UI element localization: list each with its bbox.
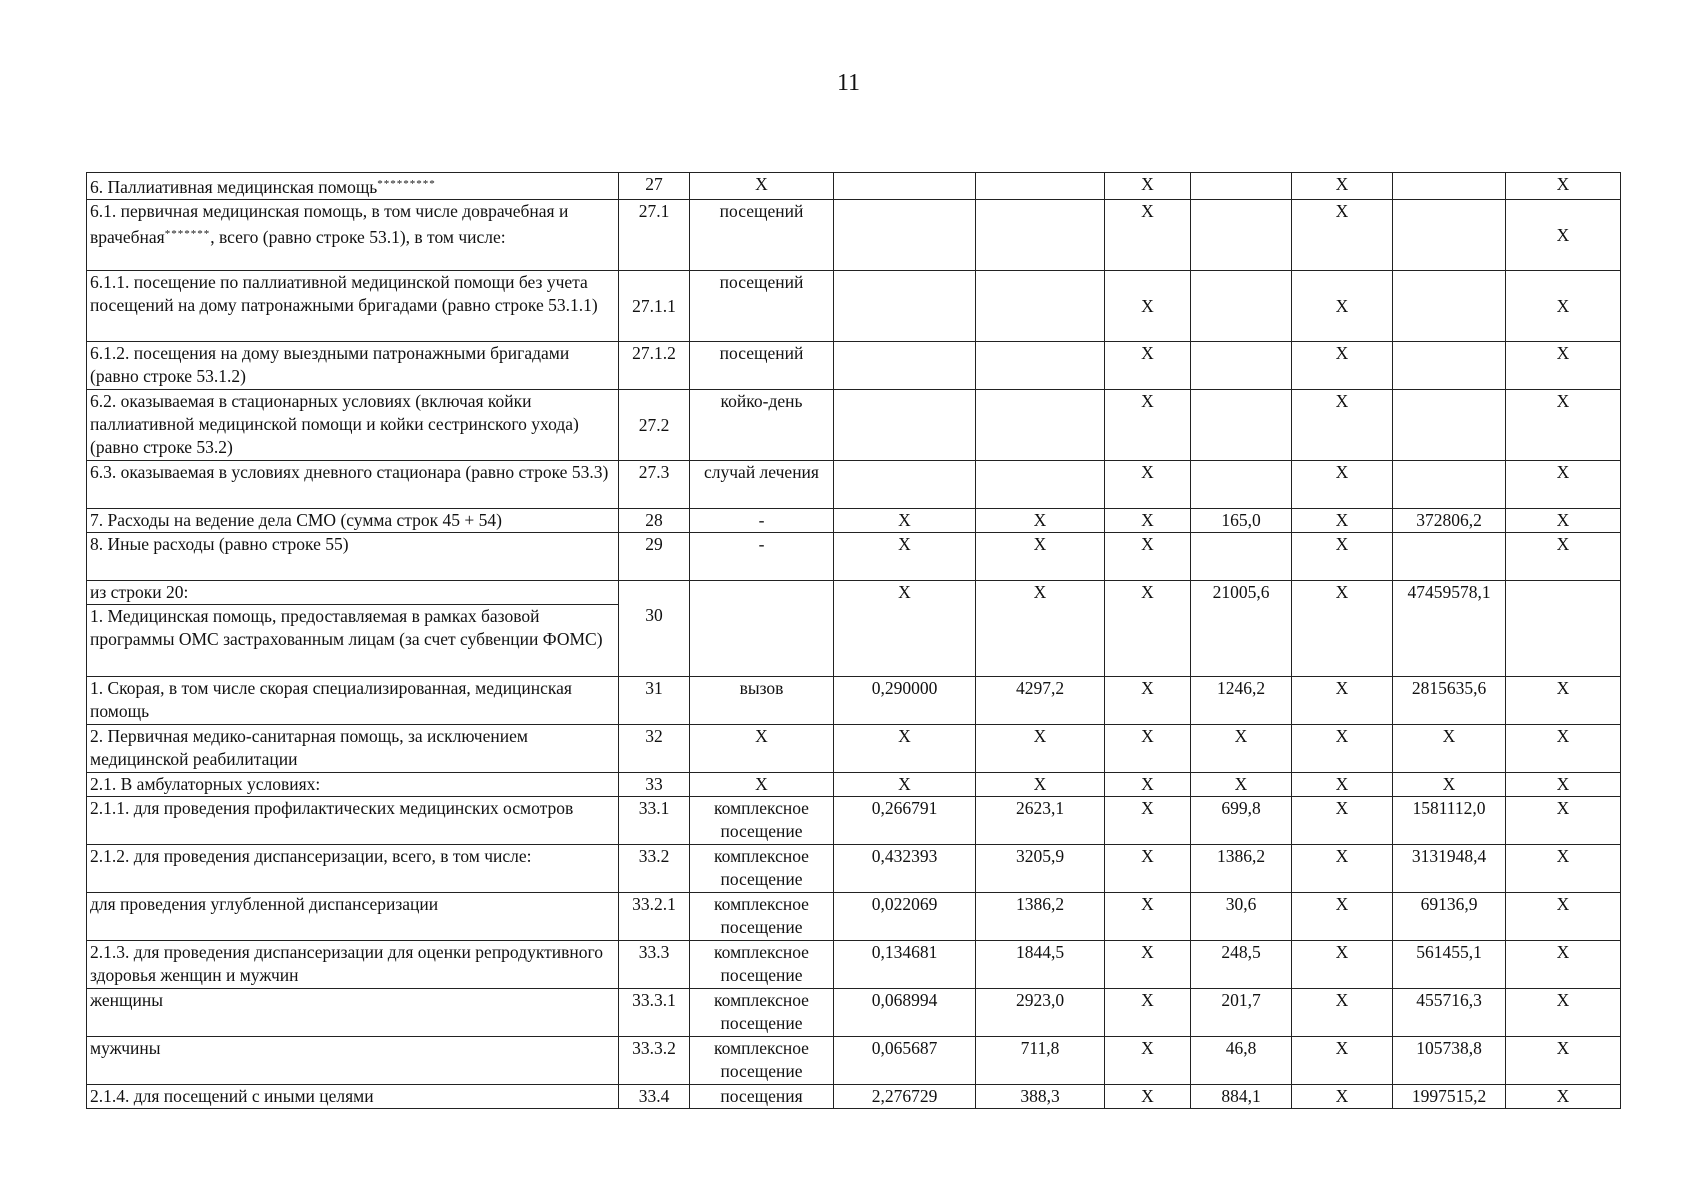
cell-c9: X — [1506, 533, 1621, 581]
cell-c3 — [834, 173, 976, 200]
cell-c9: X — [1506, 677, 1621, 725]
cell-c6: X — [1191, 725, 1292, 773]
table-row — [87, 773, 1621, 797]
cell-c9: X — [1506, 797, 1621, 845]
table-row — [87, 173, 1621, 200]
table-row — [87, 271, 1621, 342]
table-row — [87, 845, 1621, 893]
cell-c6 — [1191, 200, 1292, 271]
cell-c6 — [1191, 461, 1292, 509]
row-name: 6.1.1. посещение по паллиативной медицинской помощи без учета посещений на дому патронажными бригадами (равно строке 53.1.1) — [87, 271, 619, 342]
cell-c8: 1997515,2 — [1393, 1085, 1506, 1109]
cell-c8: X — [1393, 725, 1506, 773]
cell-c9: X — [1506, 509, 1621, 533]
cell-c6 — [1191, 533, 1292, 581]
row-name: 8. Иные расходы (равно строке 55) — [87, 533, 619, 581]
cell-c5: X — [1105, 342, 1191, 390]
row-name: 2.1.1. для проведения профилактических медицинских осмотров — [87, 797, 619, 845]
cell-c6: 1246,2 — [1191, 677, 1292, 725]
cell-c4 — [976, 271, 1105, 342]
cell-c8: 1581112,0 — [1393, 797, 1506, 845]
cell-c6: 30,6 — [1191, 893, 1292, 941]
cell-c8: 455716,3 — [1393, 989, 1506, 1037]
cell-c9: X — [1506, 1037, 1621, 1085]
table-row — [87, 390, 1621, 461]
cell-c3 — [834, 271, 976, 342]
row-code: 30 — [619, 581, 690, 677]
table-row — [87, 893, 1621, 941]
cell-c3: X — [834, 725, 976, 773]
cell-c3: 0,266791 — [834, 797, 976, 845]
cell-c7: X — [1292, 533, 1393, 581]
row-unit: X — [690, 725, 834, 773]
cell-c7: X — [1292, 989, 1393, 1037]
row-code: 27 — [619, 173, 690, 200]
row-code: 27.3 — [619, 461, 690, 509]
cell-c4 — [976, 173, 1105, 200]
cell-c7: X — [1292, 271, 1393, 342]
cell-c4: 2623,1 — [976, 797, 1105, 845]
row-code: 33.3.2 — [619, 1037, 690, 1085]
cell-c5: X — [1105, 271, 1191, 342]
cell-c6 — [1191, 271, 1292, 342]
cell-c5: X — [1105, 725, 1191, 773]
table-row — [87, 797, 1621, 845]
row-code: 31 — [619, 677, 690, 725]
table-row — [87, 677, 1621, 725]
row-name: 1. Скорая, в том числе скорая специализированная, медицинская помощь — [87, 677, 619, 725]
cell-c7: X — [1292, 845, 1393, 893]
cell-c9: X — [1506, 725, 1621, 773]
cell-c7: X — [1292, 342, 1393, 390]
cell-c9: X — [1506, 200, 1621, 271]
cell-c5: X — [1105, 461, 1191, 509]
row-code: 27.1.2 — [619, 342, 690, 390]
row-unit: посещений — [690, 200, 834, 271]
table-row — [87, 941, 1621, 989]
cell-c9: X — [1506, 461, 1621, 509]
cell-c3 — [834, 342, 976, 390]
row-name: 6.2. оказываемая в стационарных условиях (включая койки паллиативной медицинской помощи и койки сестринского ухода) (равно строке 53.2) — [87, 390, 619, 461]
row-code: 27.1.1 — [619, 271, 690, 342]
cell-c5: X — [1105, 533, 1191, 581]
cell-c4 — [976, 200, 1105, 271]
cell-c8 — [1393, 342, 1506, 390]
row-name-main: 1. Медицинская помощь, предоставляемая в рамках базовой программы ОМС застрахованным лицам (за счет субвенции ФОМС) — [90, 606, 603, 649]
table-row — [87, 1085, 1621, 1109]
row-unit: посещений — [690, 342, 834, 390]
row-name: 2.1. В амбулаторных условиях: — [87, 773, 619, 797]
cell-c8 — [1393, 390, 1506, 461]
cell-c4: X — [976, 533, 1105, 581]
cell-c3: X — [834, 509, 976, 533]
row-name: мужчины — [87, 1037, 619, 1085]
cell-c9: X — [1506, 941, 1621, 989]
cell-c3: X — [834, 773, 976, 797]
row-unit: комплексное посещение — [690, 1037, 834, 1085]
cell-c9: X — [1506, 1085, 1621, 1109]
row-code: 32 — [619, 725, 690, 773]
row-code: 33.4 — [619, 1085, 690, 1109]
cell-c5: X — [1105, 173, 1191, 200]
cell-c5: X — [1105, 989, 1191, 1037]
row-unit — [690, 581, 834, 677]
cell-c3: X — [834, 581, 976, 677]
cell-c7: X — [1292, 893, 1393, 941]
cell-c8: 2815635,6 — [1393, 677, 1506, 725]
page-number: 11 — [836, 70, 861, 96]
row-code: 33.2 — [619, 845, 690, 893]
row-unit: вызов — [690, 677, 834, 725]
row-code: 33.3 — [619, 941, 690, 989]
cell-c6 — [1191, 173, 1292, 200]
cell-c8 — [1393, 461, 1506, 509]
row-name-prefix: из строки 20: — [87, 581, 618, 605]
cell-c9: X — [1506, 390, 1621, 461]
footnote-mark: ******* — [164, 228, 211, 240]
table-row — [87, 461, 1621, 509]
row-unit: - — [690, 533, 834, 581]
row-code: 33.3.1 — [619, 989, 690, 1037]
cell-c8 — [1393, 200, 1506, 271]
cell-c3 — [834, 461, 976, 509]
cell-c5: X — [1105, 677, 1191, 725]
cell-c7: X — [1292, 677, 1393, 725]
cell-c8: 561455,1 — [1393, 941, 1506, 989]
cell-c7: X — [1292, 461, 1393, 509]
table-row — [87, 342, 1621, 390]
row-code: 27.2 — [619, 390, 690, 461]
cell-c8: 69136,9 — [1393, 893, 1506, 941]
cell-c5: X — [1105, 390, 1191, 461]
cell-c5: X — [1105, 773, 1191, 797]
row-name — [87, 581, 619, 677]
cell-c8: 47459578,1 — [1393, 581, 1506, 677]
cell-c5: X — [1105, 509, 1191, 533]
cell-c9: X — [1506, 173, 1621, 200]
cell-c4: X — [976, 509, 1105, 533]
cell-c9: X — [1506, 845, 1621, 893]
table-row — [87, 1037, 1621, 1085]
row-code: 33.2.1 — [619, 893, 690, 941]
row-code: 33 — [619, 773, 690, 797]
cell-c9: X — [1506, 773, 1621, 797]
cell-c7: X — [1292, 390, 1393, 461]
cell-c9: X — [1506, 893, 1621, 941]
cell-c5: X — [1105, 845, 1191, 893]
cell-c7: X — [1292, 725, 1393, 773]
cell-c9: X — [1506, 989, 1621, 1037]
row-name: 6.3. оказываемая в условиях дневного стационара (равно строке 53.3) — [87, 461, 619, 509]
cell-c6: 201,7 — [1191, 989, 1292, 1037]
cell-c3 — [834, 390, 976, 461]
cell-c4 — [976, 461, 1105, 509]
cell-c6: 248,5 — [1191, 941, 1292, 989]
table-row — [87, 200, 1621, 271]
cell-c4: 711,8 — [976, 1037, 1105, 1085]
row-unit: - — [690, 509, 834, 533]
cell-c3: 0,134681 — [834, 941, 976, 989]
row-name: 2.1.4. для посещений с иными целями — [87, 1085, 619, 1109]
cell-c7: X — [1292, 581, 1393, 677]
cell-c7: X — [1292, 509, 1393, 533]
cell-c8: 105738,8 — [1393, 1037, 1506, 1085]
cell-c4: 1386,2 — [976, 893, 1105, 941]
cell-c6: X — [1191, 773, 1292, 797]
cell-c8: X — [1393, 773, 1506, 797]
table-row — [87, 509, 1621, 533]
cell-c7: X — [1292, 1037, 1393, 1085]
cell-c3: 0,290000 — [834, 677, 976, 725]
row-unit: X — [690, 173, 834, 200]
table-row — [87, 581, 1621, 677]
cell-c6 — [1191, 390, 1292, 461]
row-name: 6. Паллиативная медицинская помощь********* — [87, 173, 619, 200]
cell-c9 — [1506, 581, 1621, 677]
row-name: 6.1. первичная медицинская помощь, в том числе доврачебная и врачебная*******, всего (равно строке 53.1), в том числе: — [87, 200, 619, 271]
cell-c6: 1386,2 — [1191, 845, 1292, 893]
row-unit: комплексное посещение — [690, 941, 834, 989]
cell-c3: 0,068994 — [834, 989, 976, 1037]
cell-c4: 1844,5 — [976, 941, 1105, 989]
row-unit: посещений — [690, 271, 834, 342]
cell-c7: X — [1292, 173, 1393, 200]
cell-c4 — [976, 390, 1105, 461]
cell-c5: X — [1105, 581, 1191, 677]
cell-c6 — [1191, 342, 1292, 390]
row-code: 28 — [619, 509, 690, 533]
cell-c3: 2,276729 — [834, 1085, 976, 1109]
cell-c7: X — [1292, 200, 1393, 271]
cell-c8 — [1393, 533, 1506, 581]
cell-c7: X — [1292, 941, 1393, 989]
cell-c8 — [1393, 271, 1506, 342]
row-unit: посещения — [690, 1085, 834, 1109]
cell-c4 — [976, 342, 1105, 390]
row-name: 2.1.3. для проведения диспансеризации для оценки репродуктивного здоровья женщин и мужчин — [87, 941, 619, 989]
table-row — [87, 533, 1621, 581]
table-row — [87, 725, 1621, 773]
row-code: 29 — [619, 533, 690, 581]
cell-c8: 3131948,4 — [1393, 845, 1506, 893]
cell-c4: 3205,9 — [976, 845, 1105, 893]
footnote-mark: ********* — [377, 178, 436, 190]
cell-c3 — [834, 200, 976, 271]
cell-c7: X — [1292, 1085, 1393, 1109]
cell-c4: 388,3 — [976, 1085, 1105, 1109]
row-unit: комплексное посещение — [690, 797, 834, 845]
cell-c5: X — [1105, 200, 1191, 271]
row-code: 27.1 — [619, 200, 690, 271]
cell-c7: X — [1292, 797, 1393, 845]
cell-c4: X — [976, 773, 1105, 797]
cell-c3: 0,432393 — [834, 845, 976, 893]
row-name: 2. Первичная медико-санитарная помощь, за исключением медицинской реабилитации — [87, 725, 619, 773]
cell-c6: 21005,6 — [1191, 581, 1292, 677]
row-unit: койко-день — [690, 390, 834, 461]
cell-c5: X — [1105, 1037, 1191, 1085]
cell-c6: 165,0 — [1191, 509, 1292, 533]
row-name: для проведения углубленной диспансеризации — [87, 893, 619, 941]
cell-c5: X — [1105, 941, 1191, 989]
cell-c8 — [1393, 173, 1506, 200]
cell-c9: X — [1506, 342, 1621, 390]
row-unit: комплексное посещение — [690, 989, 834, 1037]
row-unit: комплексное посещение — [690, 893, 834, 941]
cell-c6: 46,8 — [1191, 1037, 1292, 1085]
cell-c4: 2923,0 — [976, 989, 1105, 1037]
row-code: 33.1 — [619, 797, 690, 845]
cell-c7: X — [1292, 773, 1393, 797]
cell-c5: X — [1105, 797, 1191, 845]
cell-c4: X — [976, 725, 1105, 773]
cell-c3: 0,065687 — [834, 1037, 976, 1085]
cell-c5: X — [1105, 1085, 1191, 1109]
report-table — [86, 172, 1621, 1109]
table-row — [87, 989, 1621, 1037]
cell-c9: X — [1506, 271, 1621, 342]
row-unit: комплексное посещение — [690, 845, 834, 893]
cell-c4: 4297,2 — [976, 677, 1105, 725]
row-name: 2.1.2. для проведения диспансеризации, всего, в том числе: — [87, 845, 619, 893]
cell-c3: 0,022069 — [834, 893, 976, 941]
cell-c5: X — [1105, 893, 1191, 941]
row-name: 7. Расходы на ведение дела СМО (сумма строк 45 + 54) — [87, 509, 619, 533]
row-name: женщины — [87, 989, 619, 1037]
cell-c4: X — [976, 581, 1105, 677]
row-unit: X — [690, 773, 834, 797]
row-name: 6.1.2. посещения на дому выездными патронажными бригадами (равно строке 53.1.2) — [87, 342, 619, 390]
cell-c6: 884,1 — [1191, 1085, 1292, 1109]
cell-c6: 699,8 — [1191, 797, 1292, 845]
cell-c3: X — [834, 533, 976, 581]
cell-c8: 372806,2 — [1393, 509, 1506, 533]
row-unit: случай лечения — [690, 461, 834, 509]
